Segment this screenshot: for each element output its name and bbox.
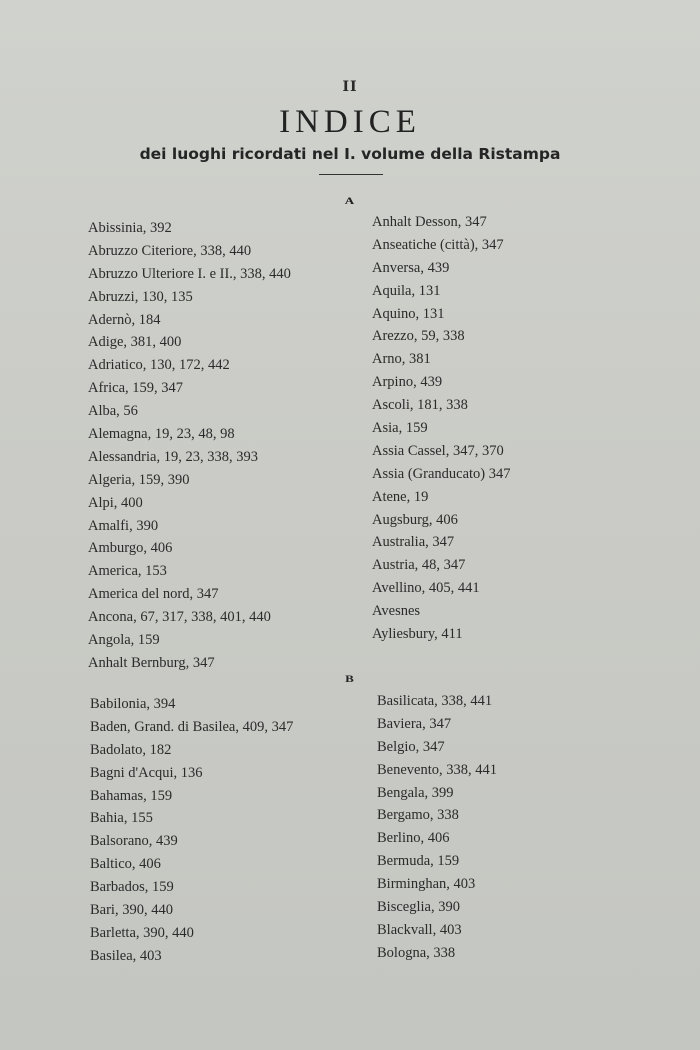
index-entry: Austria, 48, 347 — [372, 557, 466, 574]
index-entry: Ascoli, 181, 338 — [372, 397, 468, 414]
index-entry: Arezzo, 59, 338 — [372, 328, 465, 345]
page-subtitle: dei luoghi ricordati nel I. volume della Ristampa — [139, 145, 561, 163]
index-entry: Australia, 347 — [372, 534, 455, 551]
title-rule — [319, 174, 383, 175]
index-entry: America del nord, 347 — [88, 586, 219, 603]
index-entry: Abruzzo Ulteriore I. e II., 338, 440 — [88, 265, 291, 282]
index-entry: Berlino, 406 — [377, 830, 450, 847]
index-entry: Ancona, 67, 317, 338, 401, 440 — [88, 609, 271, 626]
index-entry: Balsorano, 439 — [90, 833, 178, 850]
index-entry: Arno, 381 — [372, 351, 431, 368]
index-column-b-left — [90, 693, 293, 968]
index-entry: Barbados, 159 — [90, 879, 174, 896]
index-entry: Atene, 19 — [372, 488, 429, 505]
index-entry: Aquino, 131 — [372, 305, 445, 322]
index-entry: Alemagna, 19, 23, 48, 98 — [88, 426, 235, 443]
index-entry: Basilea, 403 — [90, 947, 162, 964]
index-entry: Bari, 390, 440 — [90, 902, 173, 919]
index-entry: Basilicata, 338, 441 — [377, 693, 493, 709]
index-entry: Babilonia, 394 — [90, 696, 176, 712]
index-entry: Africa, 159, 347 — [88, 380, 184, 397]
index-entry: Asia, 159 — [372, 420, 428, 437]
index-entry: Benevento, 338, 441 — [377, 761, 498, 778]
section-letter-a: A — [344, 195, 356, 206]
index-entry: Aquila, 131 — [372, 282, 441, 299]
index-entry: Amburgo, 406 — [88, 540, 173, 557]
index-entry: Anhalt Bernburg, 347 — [88, 654, 215, 671]
index-entry: Abruzzi, 130, 135 — [88, 288, 193, 305]
index-entry: Baden, Grand. di Basilea, 409, 347 — [90, 718, 294, 735]
index-entry: Avellino, 405, 441 — [372, 580, 480, 597]
index-entry: Barletta, 390, 440 — [90, 924, 194, 941]
index-entry: Augsburg, 406 — [372, 511, 458, 528]
index-column-a-right — [372, 211, 511, 646]
index-entry: Amalfi, 390 — [88, 517, 159, 534]
index-entry: Bagni d'Acqui, 136 — [90, 764, 203, 781]
index-entry: Bologna, 338 — [377, 944, 456, 961]
index-entry: Bergamo, 338 — [377, 807, 459, 824]
index-column-a-left — [88, 217, 291, 675]
page-title: INDICE — [279, 104, 421, 140]
index-entry: Anhalt Desson, 347 — [372, 214, 487, 230]
index-entry: Alba, 56 — [88, 403, 138, 420]
index-entry: Angola, 159 — [88, 632, 160, 649]
section-letter-b: B — [345, 673, 355, 684]
index-entry: Algeria, 159, 390 — [88, 471, 190, 488]
index-entry: Abissinia, 392 — [88, 220, 172, 236]
index-entry: Adriatico, 130, 172, 442 — [88, 357, 230, 374]
index-entry: Bahamas, 159 — [90, 787, 173, 804]
index-entry: Ayliesbury, 411 — [372, 626, 463, 643]
index-entry: Belgio, 347 — [377, 738, 445, 755]
index-entry: Baltico, 406 — [90, 856, 161, 873]
index-entry: Bahia, 155 — [90, 810, 153, 827]
index-entry: Bisceglia, 390 — [377, 899, 460, 916]
index-entry: Anversa, 439 — [372, 259, 450, 276]
index-entry: Bermuda, 159 — [377, 853, 460, 870]
index-entry: Anseatiche (città), 347 — [372, 236, 504, 253]
index-entry: Badolato, 182 — [90, 741, 172, 758]
index-entry: Assia Cassel, 347, 370 — [372, 442, 504, 459]
index-entry: Adernò, 184 — [88, 311, 161, 328]
index-entry: Arpino, 439 — [372, 374, 443, 391]
index-entry: America, 153 — [88, 563, 167, 580]
index-entry: Adige, 381, 400 — [88, 334, 182, 351]
index-entry: Assia (Granducato) 347 — [372, 465, 511, 482]
page-number: II — [342, 79, 358, 95]
index-column-b-right — [377, 690, 497, 965]
index-entry: Baviera, 347 — [377, 715, 452, 732]
index-entry: Alessandria, 19, 23, 338, 393 — [88, 448, 258, 465]
index-entry: Avesnes — [372, 603, 421, 620]
index-entry: Abruzzo Citeriore, 338, 440 — [88, 242, 252, 259]
index-entry: Birminghan, 403 — [377, 876, 476, 893]
index-entry: Bengala, 399 — [377, 784, 454, 801]
index-entry: Blackvall, 403 — [377, 921, 462, 938]
index-entry: Alpi, 400 — [88, 494, 143, 511]
